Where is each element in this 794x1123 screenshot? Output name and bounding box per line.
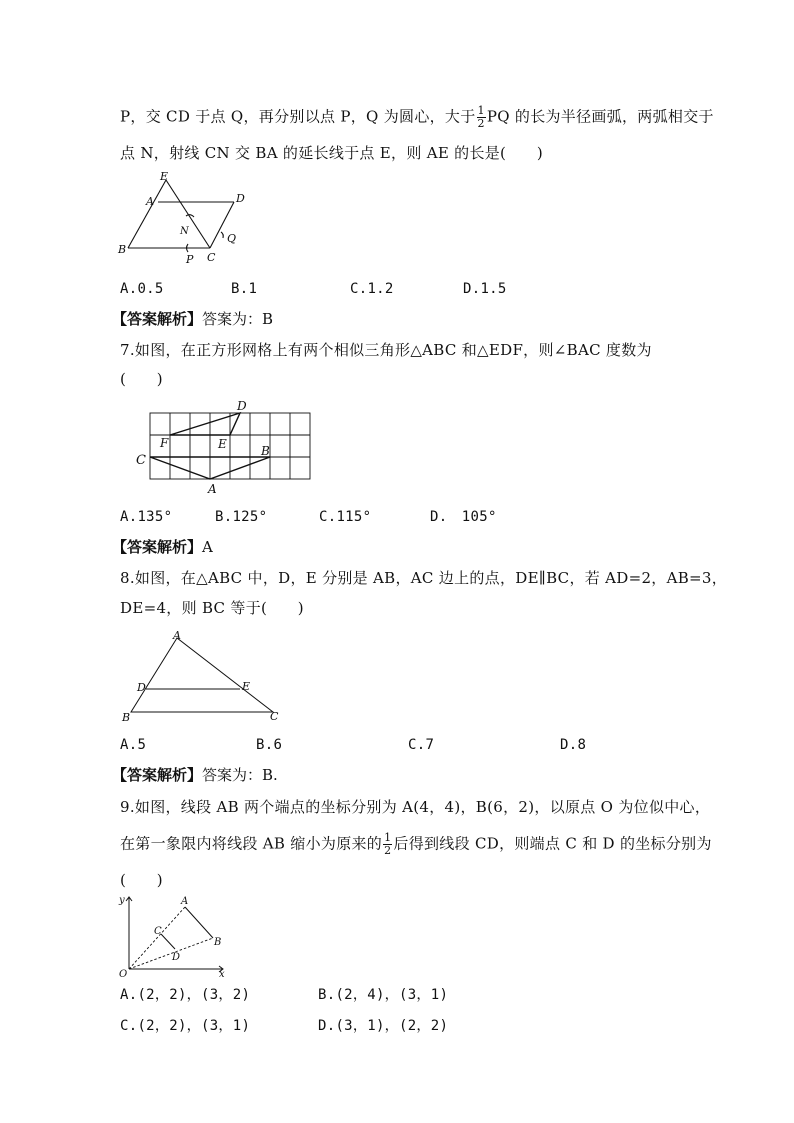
q9-option-b: B.(2，4)，(3，1) [318,987,449,1003]
q6-answer-text: 答案为：B [202,310,274,328]
q6-figure [110,168,260,268]
q9-line1: 9.如图，线段 AB 两个端点的坐标分别为 A(4，4)，B(6，2)，以原点 O 为位似中心， [120,798,711,816]
q6-answer-tag: 【答案解析】 [112,310,203,328]
q8-option-d: D.8 [560,737,587,753]
q6-frac-num: 1 [477,104,485,117]
q9-label-c: C [154,926,162,937]
q7-figure [130,395,320,497]
q7-label-e: E [218,437,227,451]
q6-arc-q [221,232,223,238]
q8-line1: 8.如图，在△ABC 中，D，E 分别是 AB，AC 边上的点，DE∥BC，若 AD=2，AB=3， [120,569,728,587]
q7-answer-tag: 【答案解析】 [112,538,203,556]
q6-line1 [120,105,714,130]
q6-label-a: A [146,195,154,208]
q8-label-c: C [270,710,279,723]
q6-label-n: N [180,226,189,237]
q7-grid [150,413,310,479]
q6-label-b: B [118,243,127,256]
q6-label-e: E [160,170,169,183]
q7-label-b: B [261,444,270,458]
q8-answer-tag: 【答案解析】 [112,766,203,784]
q6-option-c: C.1.2 [350,281,394,297]
q9-figure [115,893,235,981]
q9-label-x: x [219,969,225,980]
q8-answer [112,765,278,785]
q7-triangle-edf [170,413,240,435]
q6-answer [112,309,273,329]
q9-fraction [383,832,392,857]
q6-label-c: C [207,251,216,264]
q9-option-c: C.(2，2)，(3，1) [120,1018,251,1034]
q9-label-o: O [119,969,128,980]
q9-segment-cd [161,934,175,949]
q6-label-p: P [186,253,194,266]
q7-label-a: A [208,482,217,496]
q7-answer [112,537,213,557]
q6-option-d: D.1.5 [463,281,507,297]
q8-option-b: B.6 [256,737,283,753]
q8-line2: DE=4，则 BC 等于( ) [120,599,304,617]
q7-option-d: D. 105° [430,509,497,525]
q9-line2-part-b: 后得到线段 CD，则端点 C 和 D 的坐标分别为 [393,834,712,853]
q7-label-f: F [160,436,169,450]
q8-label-e: E [242,680,251,693]
q6-line1-part-b: PQ 的长为半径画弧，两弧相交于 [486,107,714,126]
q8-label-a: A [173,629,181,642]
q8-answer-text: 答案为：B. [202,766,278,784]
q9-label-y: y [119,895,125,906]
q8-label-d: D [137,681,146,694]
q9-option-d: D.(3，1)，(2，2) [318,1018,449,1034]
q9-line2-part-a: 在第一象限内将线段 AB 缩小为原来的 [120,834,383,853]
q9-line3: ( ) [120,871,163,889]
q6-label-d: D [236,192,245,205]
q8-option-a: A.5 [120,737,147,753]
q7-line2: ( ) [120,370,163,388]
q6-option-a: A.0.5 [120,281,164,297]
q9-label-a: A [181,896,189,907]
q9-option-a: A.(2，2)，(3，2) [120,987,251,1003]
q9-label-b: B [214,937,222,948]
q8-label-b: B [122,711,131,724]
q7-option-a: A.135° [120,509,173,525]
q7-label-c: C [136,453,146,468]
q6-ray-ce [166,180,210,248]
q7-answer-text: A [202,538,213,556]
q9-segment-ab [185,907,213,938]
q6-fraction [477,105,486,130]
q7-option-c: C.115° [319,509,372,525]
q9-line2 [120,832,712,857]
q8-figure [115,628,290,726]
q7-option-b: B.125° [215,509,268,525]
q8-triangle-abc [131,638,273,712]
q7-label-d: D [237,399,247,413]
q9-frac-den: 2 [384,844,392,857]
q8-option-c: C.7 [408,737,435,753]
q6-option-b: B.1 [231,281,258,297]
q6-segment-be [128,180,166,248]
q6-line2: 点 N，射线 CN 交 BA 的延长线于点 E，则 AE 的长是( ) [120,144,543,162]
q7-line1: 7.如图，在正方形网格上有两个相似三角形△ABC 和△EDF，则∠BAC 度数为 [120,341,652,359]
q9-dashed-ob [129,938,213,969]
q6-line1-part-a: P，交 CD 于点 Q，再分别以点 P，Q 为圆心，大于 [120,107,476,126]
q6-label-q: Q [227,232,237,245]
q9-label-d: D [172,952,181,963]
q9-frac-num: 1 [384,831,392,844]
q6-frac-den: 2 [477,117,485,130]
